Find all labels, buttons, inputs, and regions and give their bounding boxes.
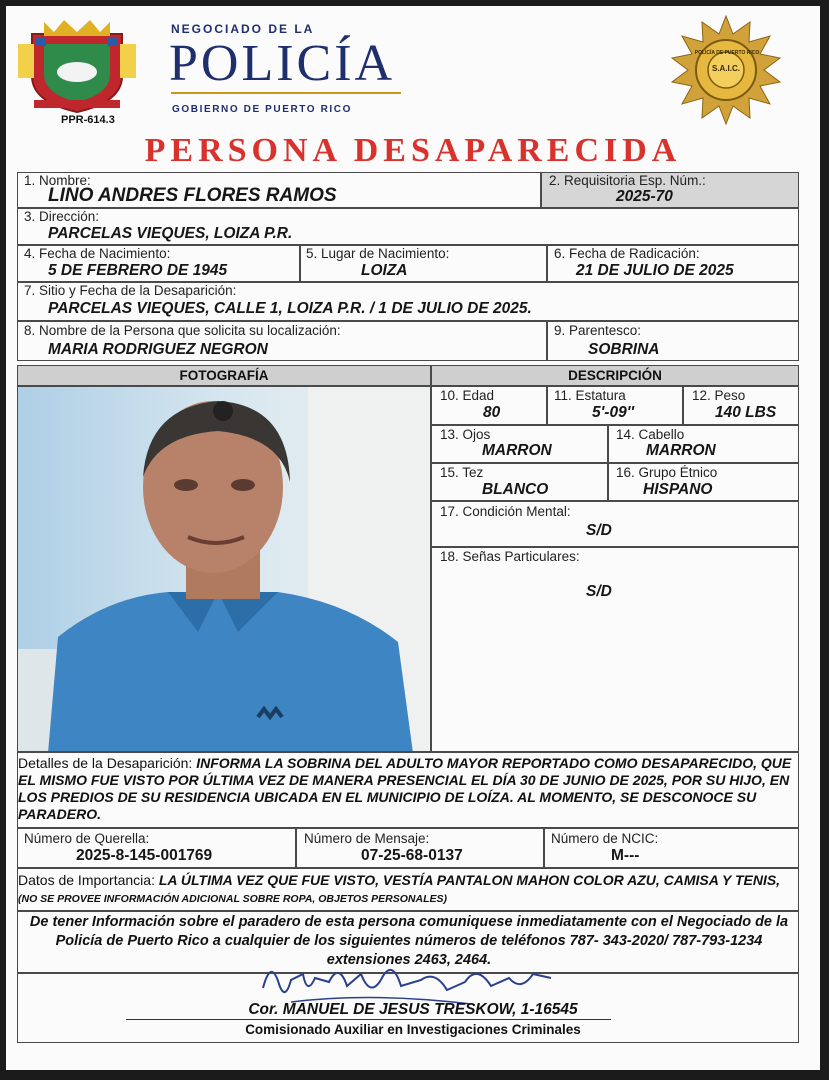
etnico-value: HISPANO xyxy=(643,481,713,498)
estatura-value: 5'-09'' xyxy=(592,404,635,421)
field-senas xyxy=(431,547,799,752)
section-descripcion: DESCRIPCIÓN xyxy=(431,365,799,386)
direccion-value: PARCELAS VIEQUES, LOIZA P.R. xyxy=(48,225,293,242)
importancia-note: (NO SE PROVEE INFORMACIÓN ADICIONAL SOBRE ROPA, OBJETOS PERSONALES) xyxy=(18,893,447,905)
saic-badge-center-text: S.A.I.C. xyxy=(711,64,740,73)
requisitoria-value: 2025-70 xyxy=(616,188,673,205)
parentesco-value: SOBRINA xyxy=(588,341,660,358)
detalles-text xyxy=(18,755,796,823)
cabello-label: 14. Cabello xyxy=(616,427,685,442)
agency-name: POLICÍA xyxy=(169,35,396,92)
agency-underline xyxy=(171,92,401,94)
mensaje-label: Número de Mensaje: xyxy=(304,831,430,846)
tez-value: BLANCO xyxy=(482,481,549,498)
firma-line xyxy=(126,1019,611,1020)
detalles-label: Detalles de la Desaparición: xyxy=(18,755,193,771)
lugar-label: 5. Lugar de Nacimiento: xyxy=(306,246,450,261)
peso-label: 12. Peso xyxy=(692,388,746,403)
querella-label: Número de Querella: xyxy=(24,831,150,846)
estatura-label: 11. Estatura xyxy=(554,388,626,403)
nacimiento-value: 5 DE FEBRERO DE 1945 xyxy=(48,262,228,279)
firma-nombre: Cor. MANUEL DE JESUS TRESKOW, 1-16545 xyxy=(248,1001,578,1018)
radicacion-value: 21 DE JULIO DE 2025 xyxy=(576,262,734,279)
ojos-value: MARRON xyxy=(482,442,552,459)
peso-value: 140 LBS xyxy=(715,404,777,421)
firma-cargo: Comisionado Auxiliar en Investigaciones Criminales xyxy=(245,1022,581,1037)
nombre-value: LINO ANDRES FLORES RAMOS xyxy=(48,185,337,206)
sitio-value: PARCELAS VIEQUES, CALLE 1, LOIZA P.R. / 1 DE JULIO DE 2025. xyxy=(48,300,532,317)
flyer-title: PERSONA DESAPARECIDA xyxy=(144,132,682,169)
importancia-value: LA ÚLTIMA VEZ QUE FUE VISTO, VESTÍA PANTALON MAHON COLOR AZU, CAMISA Y TENIS, xyxy=(158,872,781,888)
senas-value: S/D xyxy=(586,583,612,600)
lugar-value: LOIZA xyxy=(361,262,408,279)
parentesco-label: 9. Parentesco: xyxy=(554,323,642,338)
mental-label: 17. Condición Mental: xyxy=(440,504,571,519)
form-code: PPR-614.3 xyxy=(61,114,115,126)
ncic-label: Número de NCIC: xyxy=(551,831,659,846)
querella-value: 2025-8-145-001769 xyxy=(76,847,213,864)
senas-label: 18. Señas Particulares: xyxy=(440,549,580,564)
person-photo xyxy=(17,386,431,752)
importancia-label: Datos de Importancia: xyxy=(18,872,155,888)
saic-badge-ring-text: POLICÍA DE PUERTO RICO xyxy=(694,50,760,56)
mensaje-value: 07-25-68-0137 xyxy=(361,847,463,864)
mental-value: S/D xyxy=(586,522,612,539)
tez-label: 15. Tez xyxy=(440,465,484,480)
etnico-label: 16. Grupo Étnico xyxy=(616,465,718,480)
section-fotografia: FOTOGRAFÍA xyxy=(17,365,431,386)
radicacion-label: 6. Fecha de Radicación: xyxy=(554,246,700,261)
agency-top-line: NEGOCIADO DE LA xyxy=(171,22,315,36)
direccion-label: 3. Dirección: xyxy=(24,209,100,224)
importancia-text xyxy=(18,872,796,908)
agency-bottom-line: GOBIERNO DE PUERTO RICO xyxy=(172,104,352,115)
requisitoria-label: 2. Requisitoria Esp. Núm.: xyxy=(549,173,706,188)
missing-person-flyer xyxy=(6,6,820,1070)
edad-label: 10. Edad xyxy=(440,388,495,403)
detalles-value: INFORMA LA SOBRINA DEL ADULTO MAYOR REPORTADO COMO DESAPARECIDO, QUE EL MISMO FUE VISTO POR ÚLTIMA VEZ DE MANERA PRESENCIAL EL DÍA 30 DE JUNIO DE 2025, POR SU HIJO, EN LOS PREDIOS DE SU RESIDENCIA UBICADA EN EL MUNICIPIO DE LOÍZA. AL MOMENTO, SE DESCONOCE SU PARADERO. xyxy=(18,755,792,822)
nacimiento-label: 4. Fecha de Nacimiento: xyxy=(24,246,171,261)
ncic-value: M--- xyxy=(611,847,640,864)
nombre-label: 1. Nombre: xyxy=(24,173,91,188)
contacto-text: De tener Información sobre el paradero de esta persona comuniquese inmediatamente con el Negociado de la Policía de Puerto Rico a cualquier de los siguientes números de teléfonos 787- 343-2020/ 787-793-1234 extensiones 2463, 2464. xyxy=(29,914,789,968)
cabello-value: MARRON xyxy=(646,442,716,459)
edad-value: 80 xyxy=(483,404,501,421)
solicita-value: MARIA RODRIGUEZ NEGRON xyxy=(48,341,268,358)
solicita-label: 8. Nombre de la Persona que solicita su localización: xyxy=(24,323,341,338)
ojos-label: 13. Ojos xyxy=(440,427,491,442)
sitio-label: 7. Sitio y Fecha de la Desaparición: xyxy=(24,283,237,298)
coat-of-arms-icon xyxy=(14,14,140,114)
